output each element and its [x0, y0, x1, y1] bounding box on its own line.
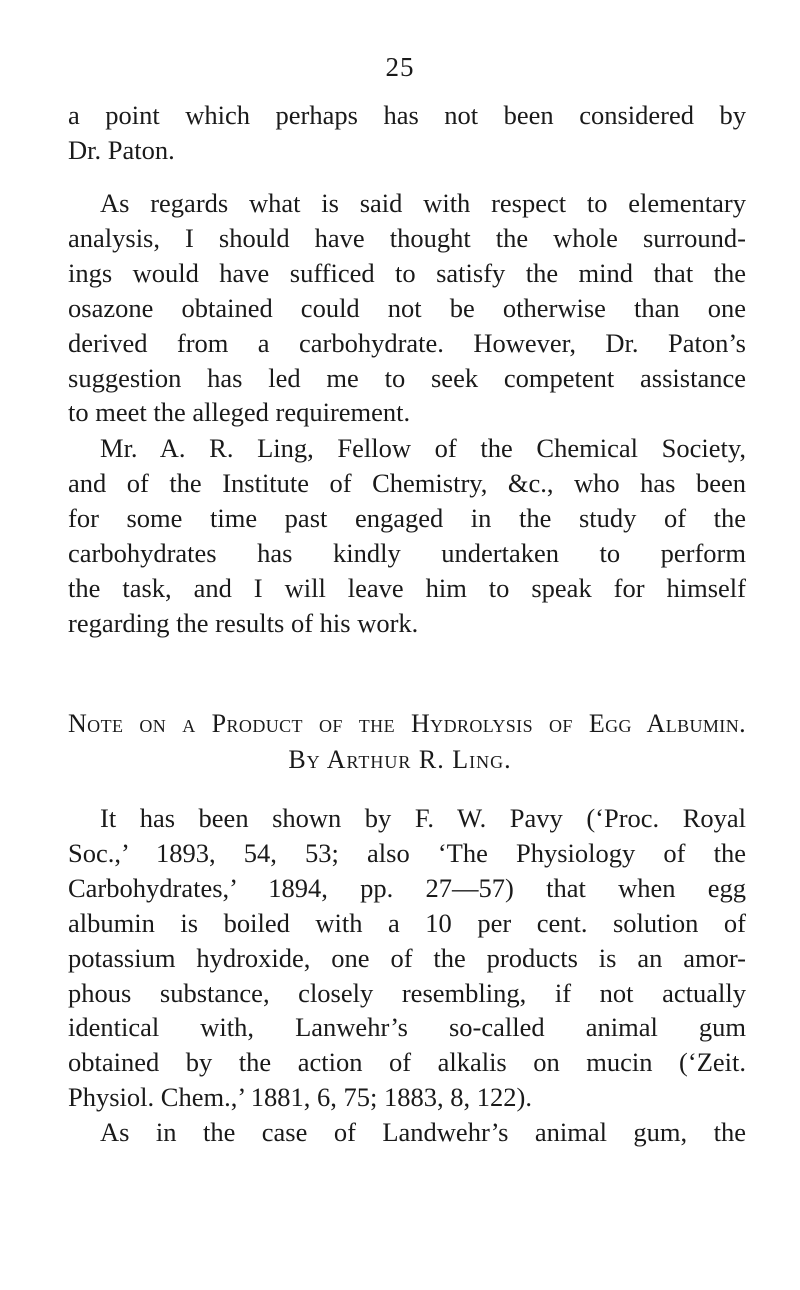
paragraph-continuation	[68, 98, 746, 168]
text-line: phous substance, closely resembling, if not actually	[68, 977, 746, 1008]
text-line: regarding the results of his work.	[68, 607, 419, 638]
text-line: ings would have sufficed to satisfy the mind that the	[68, 257, 746, 288]
paragraph-landwehr	[68, 1115, 746, 1150]
text-line: Carbohydrates,’ 1894, pp. 27—57) that when egg	[68, 872, 746, 903]
text-line: As in the case of Landwehr’s animal gum, the	[100, 1117, 746, 1147]
text-line: obtained by the action of alkalis on mucin (‘Zeit.	[68, 1047, 746, 1078]
text-line: analysis, I should have thought the whole surround-	[68, 222, 746, 253]
section-byline: By Arthur R. Ling.	[288, 745, 512, 774]
text-line: for some time past engaged in the study of the	[68, 502, 746, 533]
paragraph-pavy	[68, 801, 746, 1115]
text-line: Soc.,’ 1893, 54, 53; also ‘The Physiology of the	[68, 837, 746, 868]
text-line: As regards what is said with respect to elementary	[100, 188, 746, 218]
text-line: and of the Institute of Chemistry, &c., who has been	[68, 467, 746, 498]
text-line: osazone obtained could not be otherwise than one	[68, 292, 746, 323]
text-line: derived from a carbohydrate. However, Dr. Paton’s	[68, 327, 746, 358]
paragraph-mr-ling	[68, 431, 746, 640]
text-line: carbohydrates has kindly undertaken to perform	[68, 537, 746, 568]
text-line: Mr. A. R. Ling, Fellow of the Chemical Society,	[100, 433, 746, 463]
paragraph-elementary-analysis	[68, 186, 746, 430]
section-title: Note on a Product of the Hydrolysis of Egg Albumin.	[68, 709, 746, 738]
text-line: Dr. Paton.	[68, 134, 175, 165]
text-line: potassium hydroxide, one of the products is an amor-	[68, 942, 746, 973]
text-line: It has been shown by F. W. Pavy (‘Proc. Royal	[100, 803, 746, 833]
text-line: to meet the alleged requirement.	[68, 397, 411, 428]
text-line: suggestion has led me to seek competent assistance	[68, 362, 746, 393]
text-line: the task, and I will leave him to speak for himself	[68, 572, 746, 603]
text-line: identical with, Lanwehr’s so-called animal gum	[68, 1012, 746, 1043]
text-line: Physiol. Chem.,’ 1881, 6, 75; 1883, 8, 122).	[68, 1082, 532, 1113]
page-number: 25	[385, 52, 415, 82]
text-line: a point which perhaps has not been considered by	[68, 100, 746, 130]
text-line: albumin is boiled with a 10 per cent. solution of	[68, 907, 746, 938]
